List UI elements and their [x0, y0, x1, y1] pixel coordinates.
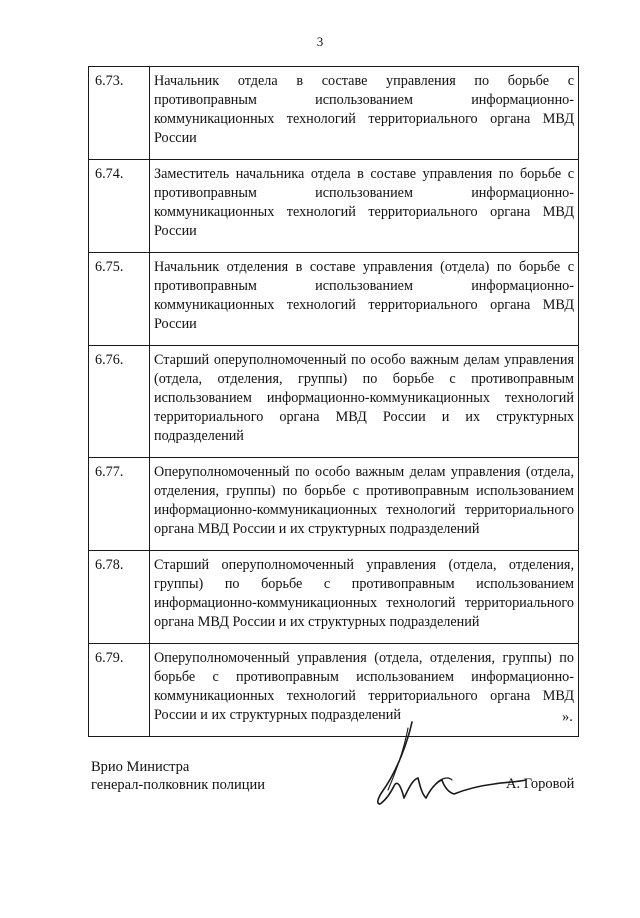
row-number: 6.75. [89, 253, 150, 346]
row-number: 6.78. [89, 551, 150, 644]
row-text: Старший оперуполномоченный по особо важным делам управления (отдела, отделения, группы) по борьбе с противоправным использованием информационно-коммуникационных технологий территориального органа МВД России и их структурных подразделений [150, 346, 579, 458]
row-text: Заместитель начальника отдела в составе управления по борьбе с противоправным использованием информационно-коммуникационных технологий территориального органа МВД России [150, 160, 579, 253]
row-number: 6.74. [89, 160, 150, 253]
signatory-position-line1: Врио Министра [91, 759, 190, 775]
row-number: 6.76. [89, 346, 150, 458]
row-number: 6.77. [89, 458, 150, 551]
table-row [89, 458, 579, 551]
table-row [89, 67, 579, 160]
row-text: Начальник отдела в составе управления по борьбе с противоправным использованием информационно-коммуникационных технологий территориального органа МВД России [150, 67, 579, 160]
row-text: Старший оперуполномоченный управления (отдела, отделения, группы) по борьбе с противоправным использованием информационно-коммуникационных технологий территориального органа МВД России и их структурных подразделений [150, 551, 579, 644]
handwritten-signature [368, 720, 528, 820]
row-text: Оперуполномоченный по особо важным делам управления (отдела, отделения, группы) по борьбе с противоправным использованием информационно-коммуникационных технологий территориального органа МВД России и их структурных подразделений [150, 458, 579, 551]
signatory-position [91, 758, 265, 794]
closing-quote: ». [562, 709, 573, 725]
positions-table [88, 66, 579, 737]
row-text: Оперуполномоченный управления (отдела, отделения, группы) по борьбе с противоправным использованием информационно-коммуникационных технологий территориального органа МВД России и их структурных подразделений [150, 644, 579, 737]
table-row [89, 551, 579, 644]
table-row [89, 253, 579, 346]
row-number: 6.73. [89, 67, 150, 160]
row-number: 6.79. [89, 644, 150, 737]
signatory-name: А. Горовой [506, 776, 575, 792]
table-row [89, 346, 579, 458]
table-row [89, 160, 579, 253]
signatory-position-line2: генерал-полковник полиции [91, 777, 266, 793]
page-number: 3 [316, 34, 324, 49]
row-text: Начальник отделения в составе управления (отдела) по борьбе с противоправным использованием информационно-коммуникационных технологий территориального органа МВД России [150, 253, 579, 346]
